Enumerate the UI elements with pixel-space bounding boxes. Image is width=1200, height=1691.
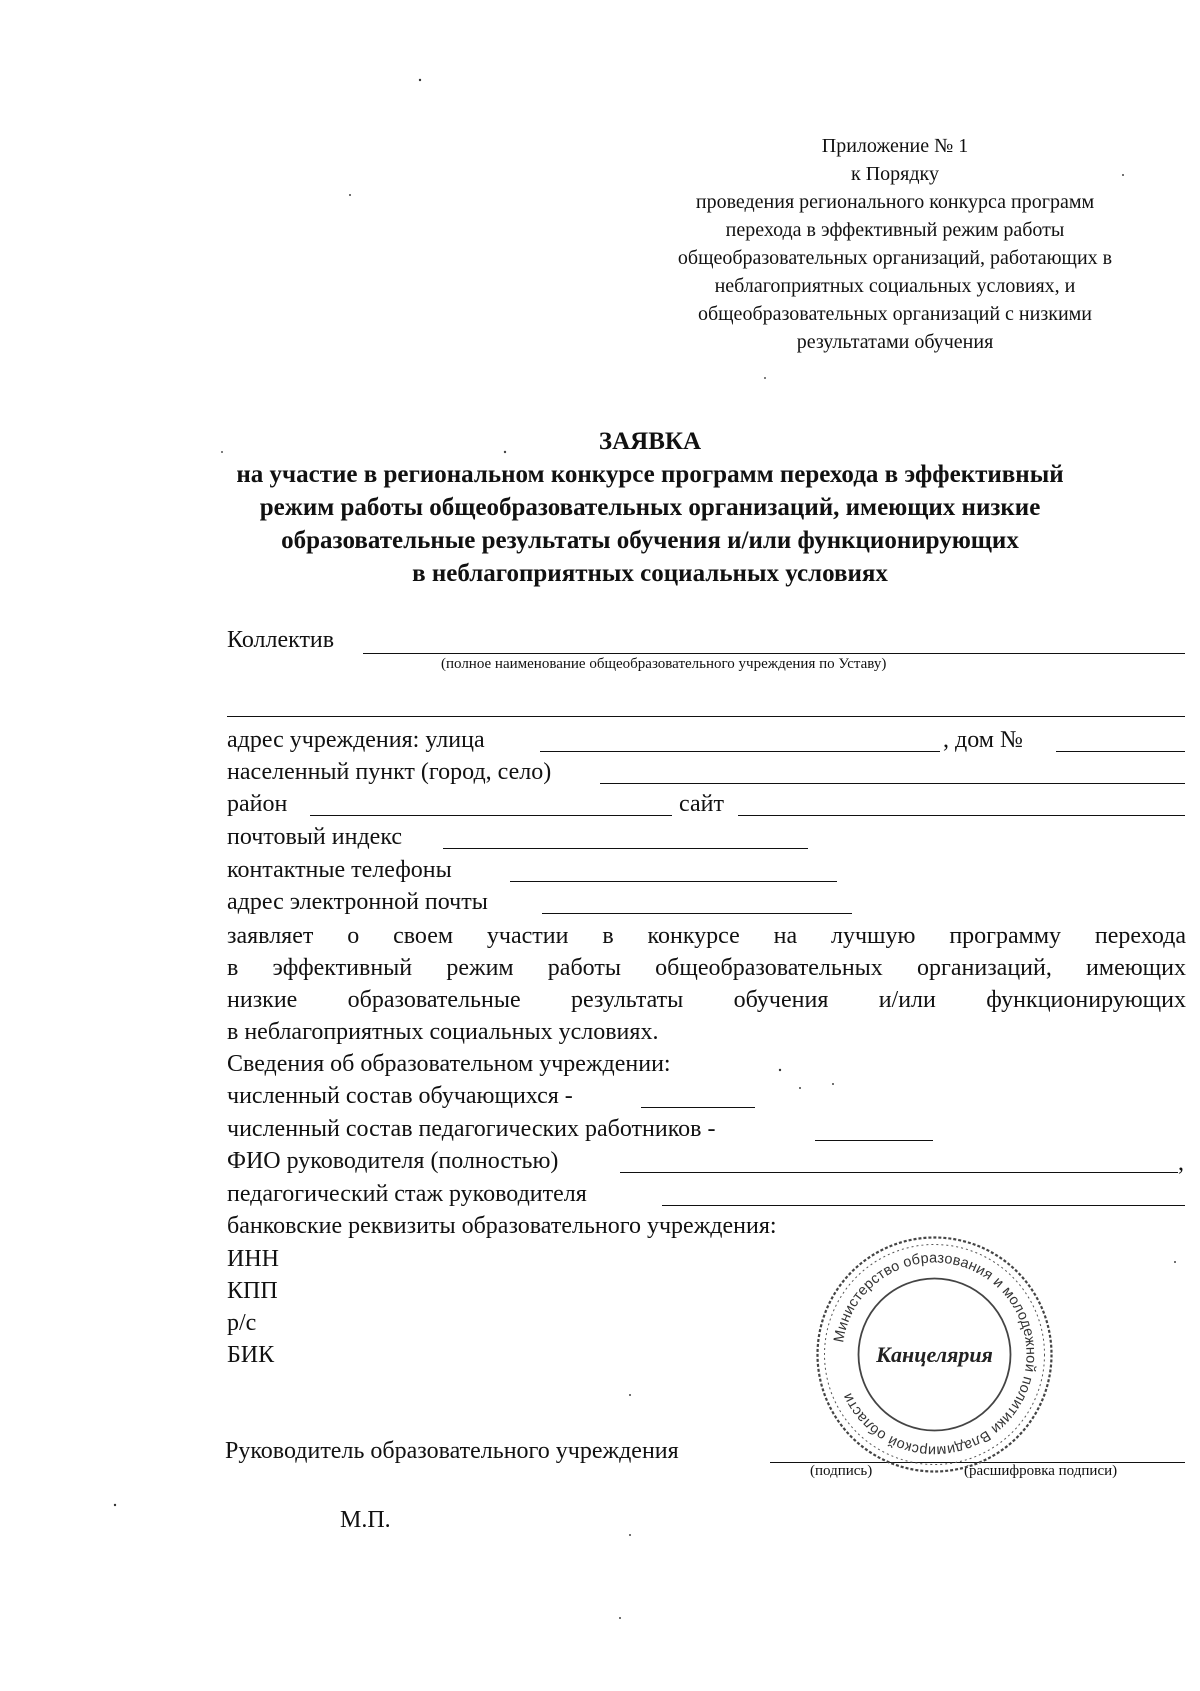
- collective-label: Коллектив: [227, 627, 335, 653]
- title-line: образовательные результаты обучения и/или функционирующих: [281, 527, 1019, 554]
- street-field[interactable]: [540, 751, 940, 752]
- bank-label: банковские реквизиты образовательного учреждения:: [227, 1213, 777, 1239]
- round-stamp: [812, 1232, 1057, 1477]
- info-heading: Сведения об образовательном учреждении:: [227, 1051, 671, 1077]
- street-label: адрес учреждения: улица: [227, 727, 485, 753]
- email-field[interactable]: [542, 913, 852, 914]
- title-line: на участие в региональном конкурсе программ перехода в эффективный: [236, 461, 1064, 488]
- locality-label: населенный пункт (город, село): [227, 759, 552, 785]
- bank-field-account: р/с: [227, 1310, 257, 1336]
- experience-field[interactable]: [662, 1205, 1185, 1206]
- collective-field[interactable]: [363, 653, 1185, 654]
- locality-field[interactable]: [600, 783, 1185, 784]
- header-line: результатами обучения: [796, 331, 994, 353]
- district-field[interactable]: [310, 815, 672, 816]
- header-line: проведения регионального конкурса программ: [695, 191, 1095, 213]
- title-line: режим работы общеобразовательных организаций, имеющих низкие: [259, 494, 1041, 521]
- header-line: перехода в эффективный режим работы: [725, 219, 1065, 241]
- header-line: к Порядку: [851, 163, 939, 185]
- header-line: общеобразовательных организаций с низкими: [697, 303, 1093, 325]
- experience-label: педагогический стаж руководителя: [227, 1181, 587, 1207]
- statement-line: в эффективный режим работы общеобразовательных организаций, имеющих: [227, 955, 1186, 981]
- signature-label: Руководитель образовательного учреждения: [225, 1438, 679, 1464]
- signature-decode-caption: (расшифровка подписи): [964, 1463, 1118, 1479]
- title-heading: ЗАЯВКА: [598, 428, 702, 455]
- header-line: неблагоприятных социальных условиях, и: [714, 275, 1076, 297]
- bank-field-kpp: КПП: [227, 1278, 278, 1304]
- stamp-center-text: Канцелярия: [876, 1342, 993, 1367]
- head-name-field[interactable]: [620, 1172, 1178, 1173]
- postal-field[interactable]: [443, 848, 808, 849]
- students-field[interactable]: [641, 1107, 755, 1108]
- phones-field[interactable]: [510, 881, 837, 882]
- house-field[interactable]: [1056, 751, 1185, 752]
- bank-field-inn: ИНН: [227, 1246, 279, 1272]
- phones-label: контактные телефоны: [227, 857, 452, 883]
- teachers-field[interactable]: [815, 1140, 933, 1141]
- appendix-header: [630, 132, 1160, 356]
- title-line: в неблагоприятных социальных условиях: [412, 560, 888, 587]
- statement-paragraph: [227, 920, 1186, 1048]
- statement-line: низкие образовательные результаты обучения и/или функционирующих: [227, 987, 1186, 1013]
- document-title: [150, 425, 1150, 590]
- signature-caption: (подпись): [810, 1463, 873, 1479]
- collective-field-continuation[interactable]: [227, 716, 1185, 717]
- postal-label: почтовый индекс: [227, 824, 403, 850]
- statement-line: в неблагоприятных социальных условиях.: [227, 1019, 659, 1045]
- house-label: , дом №: [943, 727, 1023, 753]
- stamp-ring-text: Министерство образования и молодежной политики Владимирской области: [831, 1250, 1039, 1459]
- header-line: общеобразовательных организаций, работающих в: [677, 247, 1113, 269]
- site-field[interactable]: [738, 815, 1185, 816]
- collective-caption: (полное наименование общеобразовательного учреждения по Уставу): [441, 656, 887, 672]
- teachers-label: численный состав педагогических работников -: [227, 1116, 716, 1142]
- district-label: район: [227, 791, 288, 817]
- head-name-comma: ,: [1178, 1150, 1184, 1176]
- header-line: Приложение № 1: [821, 135, 969, 157]
- bank-field-bik: БИК: [227, 1342, 275, 1368]
- statement-line: заявляет о своем участии в конкурсе на лучшую программу перехода: [227, 923, 1186, 949]
- students-label: численный состав обучающихся -: [227, 1083, 573, 1109]
- email-label: адрес электронной почты: [227, 889, 488, 915]
- seal-place-label: М.П.: [340, 1507, 391, 1533]
- site-label: сайт: [679, 791, 724, 817]
- head-name-label: ФИО руководителя (полностью): [227, 1148, 559, 1174]
